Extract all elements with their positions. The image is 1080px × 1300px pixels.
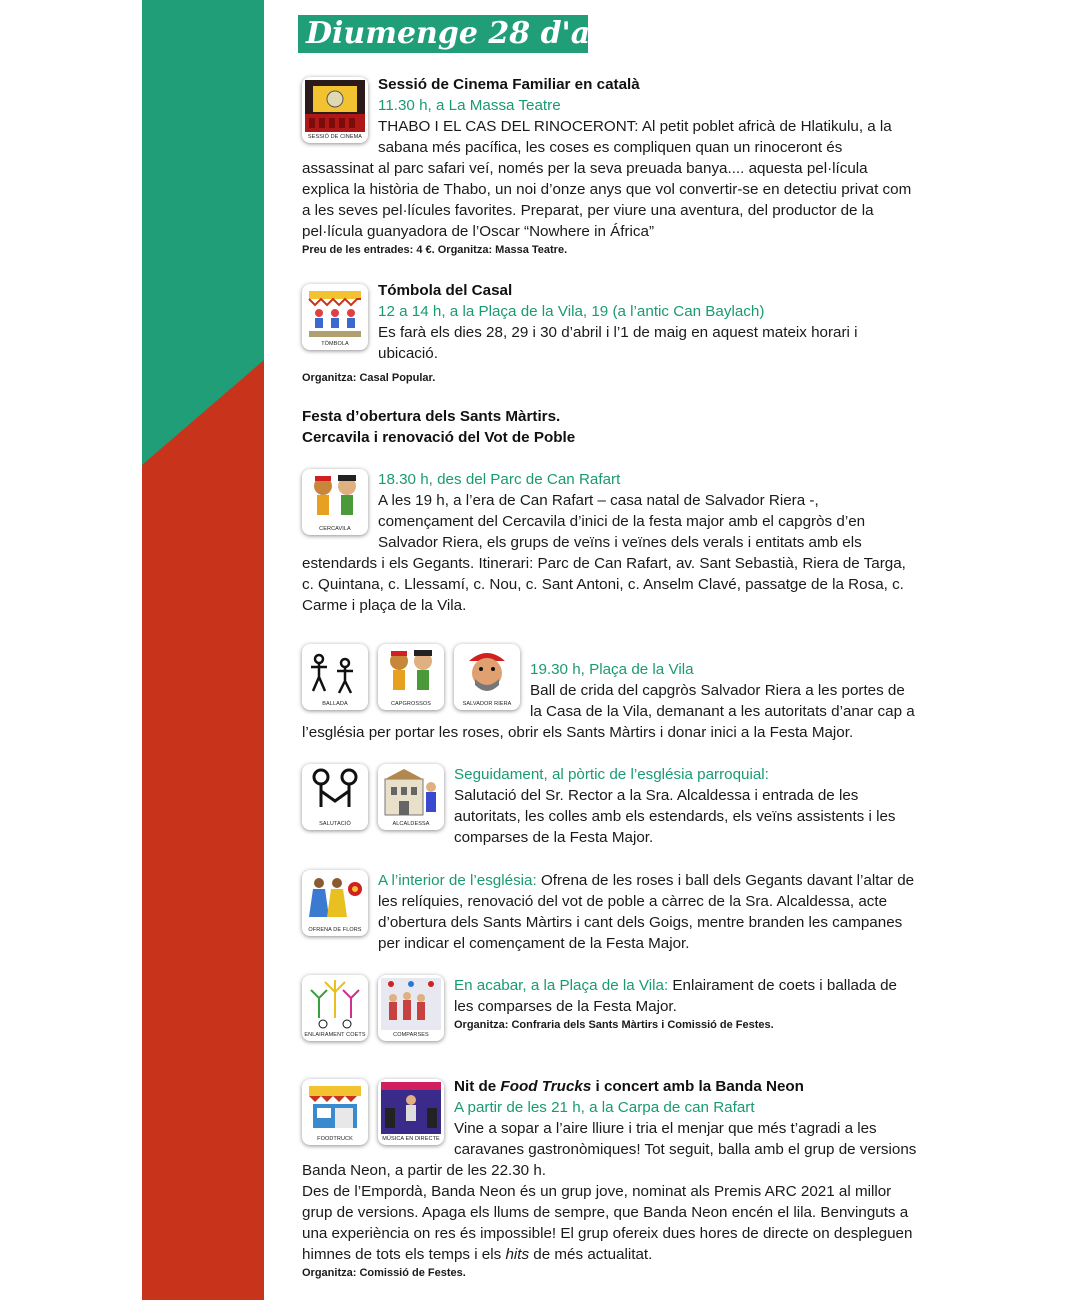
salutacio-body: Salutació del Sr. Rector a la Sra. Alcaldessa i entrada de les autoritats, les colles amb els estendards, els veïns assistents i les comparses de la Festa Major. bbox=[454, 787, 896, 846]
salvador-riera-icon-label: SALVADOR RIERA bbox=[462, 701, 512, 707]
cinema-when: 11.30 h, a La Massa Teatre bbox=[378, 97, 561, 114]
salutacio-when: Seguidament, al pòrtic de l’església parroquial: bbox=[454, 766, 769, 783]
nit-when-a: A partir de les 21 h, bbox=[454, 1099, 585, 1116]
event-nit bbox=[302, 1076, 918, 1281]
nit-body1: Vine a sopar a l’aire lliure i tria el menjar que més t’agradi a les caravanes gastronòmiques! Tot seguit, balla amb el grup de versions Banda Neon, a partir de les 22.30 h. bbox=[302, 1120, 917, 1179]
nit-title-a: Nit de bbox=[454, 1078, 501, 1095]
nit-when-b: a la Carpa de can Rafart bbox=[584, 1099, 755, 1116]
page-title: Diumenge 28 d'abril bbox=[298, 15, 588, 53]
tombola-when: 12 a 14 h, a la Plaça de la Vila, 19 (a l’antic Can Baylach) bbox=[378, 303, 765, 320]
festa-heading bbox=[302, 406, 918, 448]
ofrena-body: Ofrena de les roses i ball dels Gegants davant l’altar de les relíquies, renovació del vot de poble a càrrec de la Sra. Alcaldessa, acte d’obertura dels Sants Màrtirs i cant dels Goigs, mentre branden les campanes per indicar el començament de la Festa Major. bbox=[378, 872, 915, 952]
cercavila-icon-label: CERCAVILA bbox=[319, 526, 351, 532]
alcaldessa-icon-label: ALCALDESSA bbox=[392, 821, 430, 827]
cercavila-when: 18.30 h, des del Parc de Can Rafart bbox=[378, 471, 621, 488]
cinema-icon bbox=[302, 77, 368, 143]
salvador-riera-icon bbox=[454, 644, 520, 710]
musica-icon-label: MÚSICA EN DIRECTE bbox=[382, 1136, 440, 1142]
cinema-body: THABO I EL CAS DEL RINOCERONT: Al petit poblet africà de Hlatikulu, a la sabana més pacífica, les coses es compliquen quan un rinoceront és assassinat al parc safari veí, només per la seva preuada banya.... aquesta pel·lícula explica la història de Thabo, un noi d’onze anys que vol convertir-se en detectiu privat com a les seves pel·lícules favorites. Preparat, per viure una aventura, del productor de la pel·lícula guanyadora de l’Oscar “Nowhere in África” bbox=[302, 118, 912, 240]
ofrena-icon-label: OFRENA DE FLORS bbox=[308, 927, 362, 933]
salutacio-icon bbox=[302, 764, 368, 830]
coets-icon-label: ENLAIRAMENT COETS bbox=[304, 1032, 366, 1038]
nit-body2-b: de més actualitat. bbox=[529, 1246, 653, 1263]
coets-icon bbox=[302, 975, 368, 1041]
event-tombola bbox=[302, 280, 918, 386]
ballada-icon-label: BALLADA bbox=[322, 701, 348, 707]
tombola-note: Organitza: Casal Popular. bbox=[302, 372, 436, 384]
capgrossos-icon bbox=[378, 644, 444, 710]
cinema-title: Sessió de Cinema Familiar en català bbox=[378, 76, 640, 93]
nit-note: Organitza: Comissió de Festes. bbox=[302, 1267, 466, 1279]
acabar-note: Organitza: Confraria dels Sants Màrtirs i Comissió de Festes. bbox=[454, 1019, 774, 1031]
nit-body2-em: hits bbox=[505, 1246, 530, 1263]
foodtruck-icon bbox=[302, 1079, 368, 1145]
tombola-icon-label: TÓMBOLA bbox=[321, 341, 349, 347]
ofrena-icon bbox=[302, 870, 368, 936]
nit-title-em: Food Trucks bbox=[500, 1078, 592, 1095]
event-cercavila bbox=[302, 469, 918, 616]
foodtruck-icon-label: FOODTRUCK bbox=[317, 1136, 353, 1142]
ball-body: Ball de crida del capgròs Salvador Riera a les portes de la Casa de la Vila, demanant a les autoritats d’anar cap a l’església per portar les roses, obrir els Sants Màrtirs i donar inici a la Festa Major. bbox=[302, 682, 915, 741]
festa-title-line1: Festa d’obertura dels Sants Màrtirs. bbox=[302, 408, 561, 425]
cercavila-icon bbox=[302, 469, 368, 535]
comparses-icon bbox=[378, 975, 444, 1041]
tombola-body: Es farà els dies 28, 29 i 30 d’abril i l’1 de maig en aquest mateix horari i ubicació. bbox=[378, 324, 858, 362]
alcaldessa-icon bbox=[378, 764, 444, 830]
comparses-icon-label: COMPARSES bbox=[393, 1032, 429, 1038]
tombola-icon bbox=[302, 284, 368, 350]
festa-title-line2: Cercavila i renovació del Vot de Poble bbox=[302, 429, 576, 446]
decorative-sidebar bbox=[142, 0, 264, 1300]
ofrena-when: A l’interior de l’església: bbox=[378, 872, 537, 889]
event-ofrena bbox=[302, 870, 918, 954]
acabar-when: En acabar, a la Plaça de la Vila: bbox=[454, 977, 669, 994]
event-salutacio bbox=[302, 764, 918, 848]
acabar-body: Enlairament de coets i ballada de les comparses de la Festa Major. bbox=[454, 977, 897, 1015]
ball-when: 19.30 h, Plaça de la Vila bbox=[530, 661, 694, 678]
salutacio-icon-label: SALUTACIÓ bbox=[319, 821, 351, 827]
nit-body2 bbox=[302, 1181, 918, 1265]
cercavila-body: A les 19 h, a l’era de Can Rafart – casa natal de Salvador Riera -, començament del Cercavila d’inici de la festa major amb el capgròs d’en Salvador Riera, els grups de veïns i veïnes dels verals i entitats amb els estendards i els Gegants. Itinerari: Parc de Can Rafart, av. Sant Sebastià, Riera de Targa, c. Quintana, c. Llessamí, c. Nou, c. Sant Antoni, c. Anselm Clavé, passatge de la Rosa, c. Carme i plaça de la Vila. bbox=[302, 492, 906, 614]
tombola-title: Tómbola del Casal bbox=[378, 282, 513, 299]
nit-body2-a: Des de l’Empordà, Banda Neon és un grup jove, nominat als Premis ARC 2021 al millor grup de versions. Apaga els llums de sempre, que Banda Neon encén el lila. Benvinguts a una experiència on res és impossible! El grup ofereix dues hores de directe on despleguen himnes de tots els temps i els bbox=[302, 1183, 913, 1263]
event-cinema bbox=[302, 74, 918, 258]
cinema-icon-label: SESSIÓ DE CINEMA bbox=[307, 134, 363, 140]
capgrossos-icon-label: CAPGROSSOS bbox=[390, 701, 432, 707]
ballada-icon bbox=[302, 644, 368, 710]
nit-title-b: i concert amb la Banda Neon bbox=[591, 1078, 804, 1095]
event-ball bbox=[302, 659, 918, 743]
event-acabar bbox=[302, 975, 918, 1041]
musica-icon bbox=[378, 1079, 444, 1145]
cinema-note: Preu de les entrades: 4 €. Organitza: Massa Teatre. bbox=[302, 244, 568, 256]
